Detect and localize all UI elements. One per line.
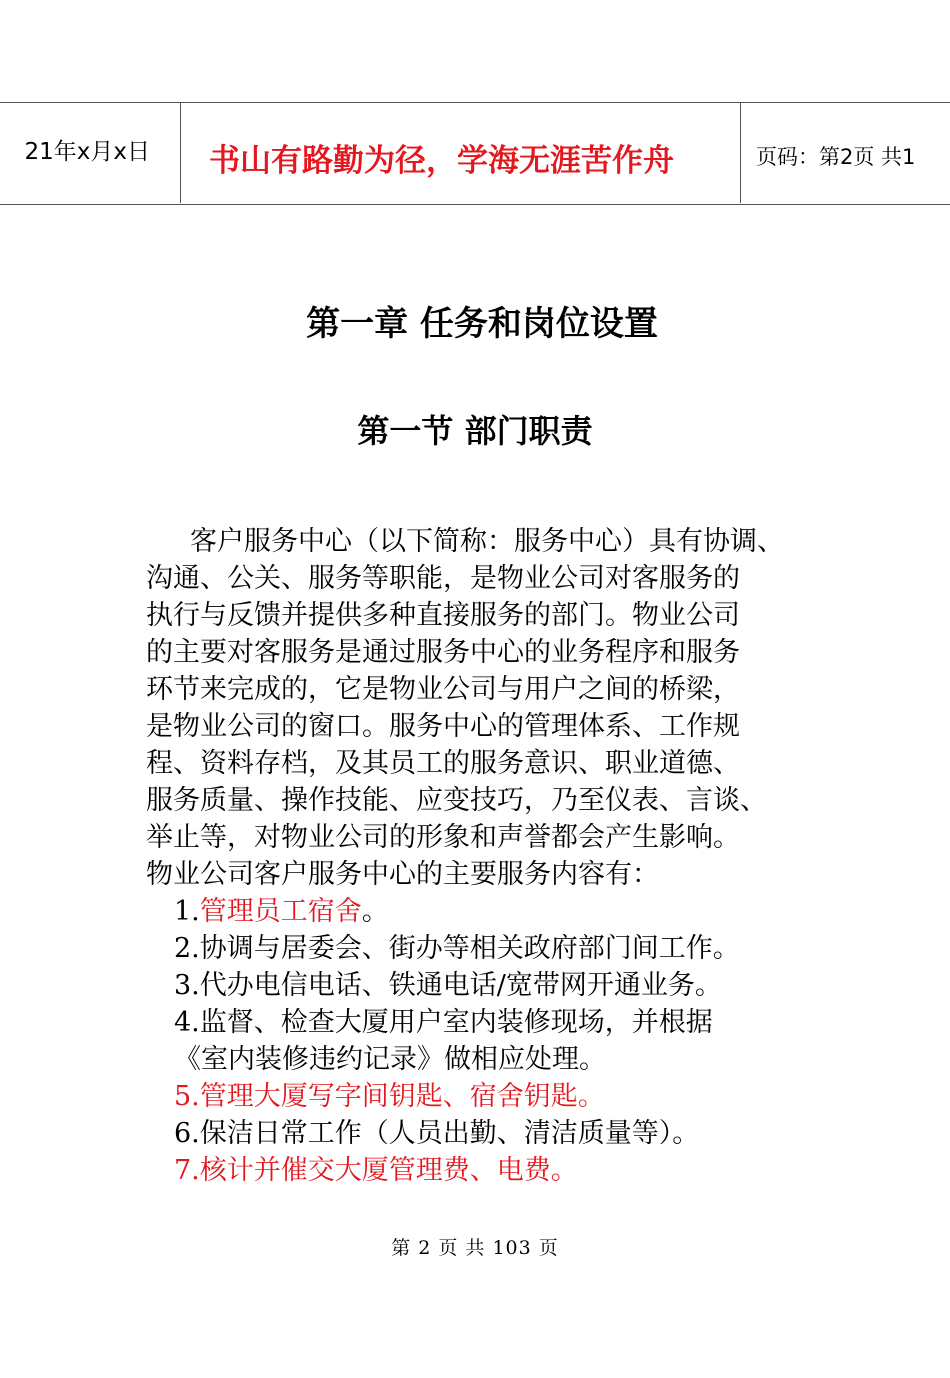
list-item (174, 1115, 699, 1152)
page-header (0, 102, 950, 205)
body-line: 沟通、公关、服务等职能，是物业公司对客服务的 (146, 563, 740, 594)
body-line: 服务质量、操作技能、应变技巧，乃至仪表、言谈、 (146, 785, 767, 816)
list-item (174, 893, 389, 930)
header-date-cell (0, 103, 181, 203)
header-date: 21年x月x日 (24, 139, 150, 165)
header-page-info: 页码：第2页 共1 (756, 145, 916, 169)
list-item-number: 2. (174, 933, 200, 964)
body-line: 客户服务中心（以下简称：服务中心）具有协调、 (190, 526, 784, 557)
list-item-text: 保洁日常工作（人员出勤、清洁质量等）。 (199, 1118, 700, 1149)
list-item-suffix: 。 (361, 896, 389, 927)
list-item-text: 监督、检查大厦用户室内装修现场，并根据 (199, 1007, 713, 1038)
list-item-continuation (174, 1041, 606, 1078)
body-line: 举止等，对物业公司的形象和声誉都会产生影响。 (146, 822, 740, 853)
list-item-text: 代办电信电话、铁通电话/宽带网开通业务。 (199, 970, 722, 1001)
list-item-text: 管理大厦写字间钥匙、宿舍钥匙。 (199, 1081, 605, 1112)
chapter-title: 第一章 任务和岗位设置 (306, 304, 658, 344)
list-item-number: 7. (174, 1155, 200, 1186)
header-page-cell (741, 103, 950, 203)
header-motto-cell (181, 103, 741, 203)
list-item-text: 协调与居委会、街办等相关政府部门间工作。 (199, 933, 740, 964)
body-line: 程、资料存档，及其员工的服务意识、职业道德、 (146, 748, 740, 779)
body-line: 物业公司客户服务中心的主要服务内容有： (146, 859, 659, 890)
body-line: 执行与反馈并提供多种直接服务的部门。物业公司 (146, 600, 740, 631)
list-item (174, 930, 740, 967)
list-item (174, 1004, 713, 1041)
list-item (174, 1152, 578, 1189)
header-motto: 书山有路勤为径，学海无涯苦作舟 (209, 143, 674, 179)
body-line: 是物业公司的窗口。服务中心的管理体系、工作规 (146, 711, 740, 742)
body-line: 环节来完成的，它是物业公司与用户之间的桥梁， (146, 674, 740, 705)
list-item-text: 核计并催交大厦管理费、电费。 (199, 1155, 578, 1186)
list-item-number: 3. (174, 970, 200, 1001)
body-line: 的主要对客服务是通过服务中心的业务程序和服务 (146, 637, 740, 668)
list-item (174, 1078, 605, 1115)
list-item-text: 管理员工宿舍 (199, 896, 362, 927)
list-item (174, 967, 722, 1004)
list-item-number: 4. (174, 1007, 200, 1038)
section-title: 第一节 部门职责 (357, 412, 593, 450)
list-item-number: 6. (174, 1118, 200, 1149)
list-item-number: 5. (174, 1081, 200, 1112)
list-item-number: 1. (174, 896, 200, 927)
list-item-text: 《室内装修违约记录》做相应处理。 (174, 1044, 606, 1075)
page-footer: 第 2 页 共 103 页 (391, 1237, 559, 1259)
